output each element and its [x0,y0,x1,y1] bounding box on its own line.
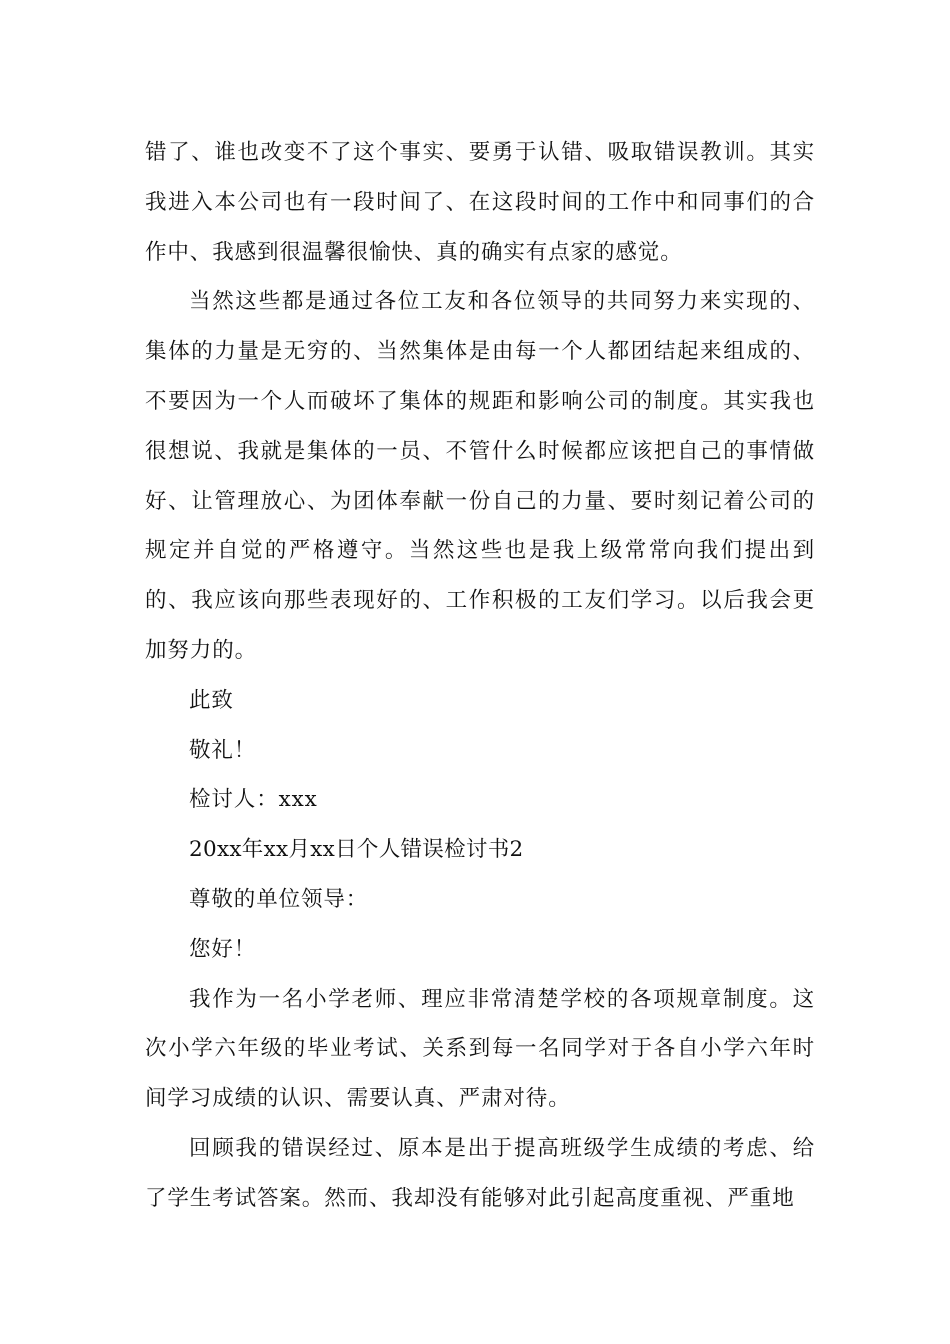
greeting-recipient: 尊敬的单位领导： [189,886,369,912]
paragraph-teacher-role: 我作为一名小学老师、理应非常清楚学校的各项规章制度。这次小学六年级的毕业考试、关系到每一名同学对于各自小学六年时间学习成绩的认识、需要认真、严肃对待。 [145,986,815,1112]
greeting-hello: 您好！ [189,936,257,962]
date-and-next-title: 20xx年xx月xx日个人错误检讨书2 [189,837,524,863]
signature-line: 检讨人：xxx [189,787,318,813]
document-body [145,128,815,1224]
paragraph-mistake-review: 回顾我的错误经过、原本是出于提高班级学生成绩的考虑、给了学生考试答案。然而、我却没有能够对此引起高度重视、严重地 [145,1135,815,1211]
closing-regards: 敬礼！ [189,737,257,763]
paragraph-collective-strength: 当然这些都是通过各位工友和各位领导的共同努力来实现的、集体的力量是无穷的、当然集体是由每一个人都团结起来组成的、不要因为一个人而破坏了集体的规距和影响公司的制度。其实我也很想说、我就是集体的一员、不管什么时候都应该把自己的事情做好、让管理放心、为团体奉献一份自己的力量、要时刻记着公司的规定并自觉的严格遵守。当然这些也是我上级常常向我们提出到的、我应该向那些表现好的、工作积极的工友们学习。以后我会更加努力的。 [145,289,815,663]
paragraph-continuation: 错了、谁也改变不了这个事实、要勇于认错、吸取错误教训。其实我进入本公司也有一段时间了、在这段时间的工作中和同事们的合作中、我感到很温馨很愉快、真的确实有点家的感觉。 [145,140,815,265]
closing-salutation: 此致 [189,687,234,713]
